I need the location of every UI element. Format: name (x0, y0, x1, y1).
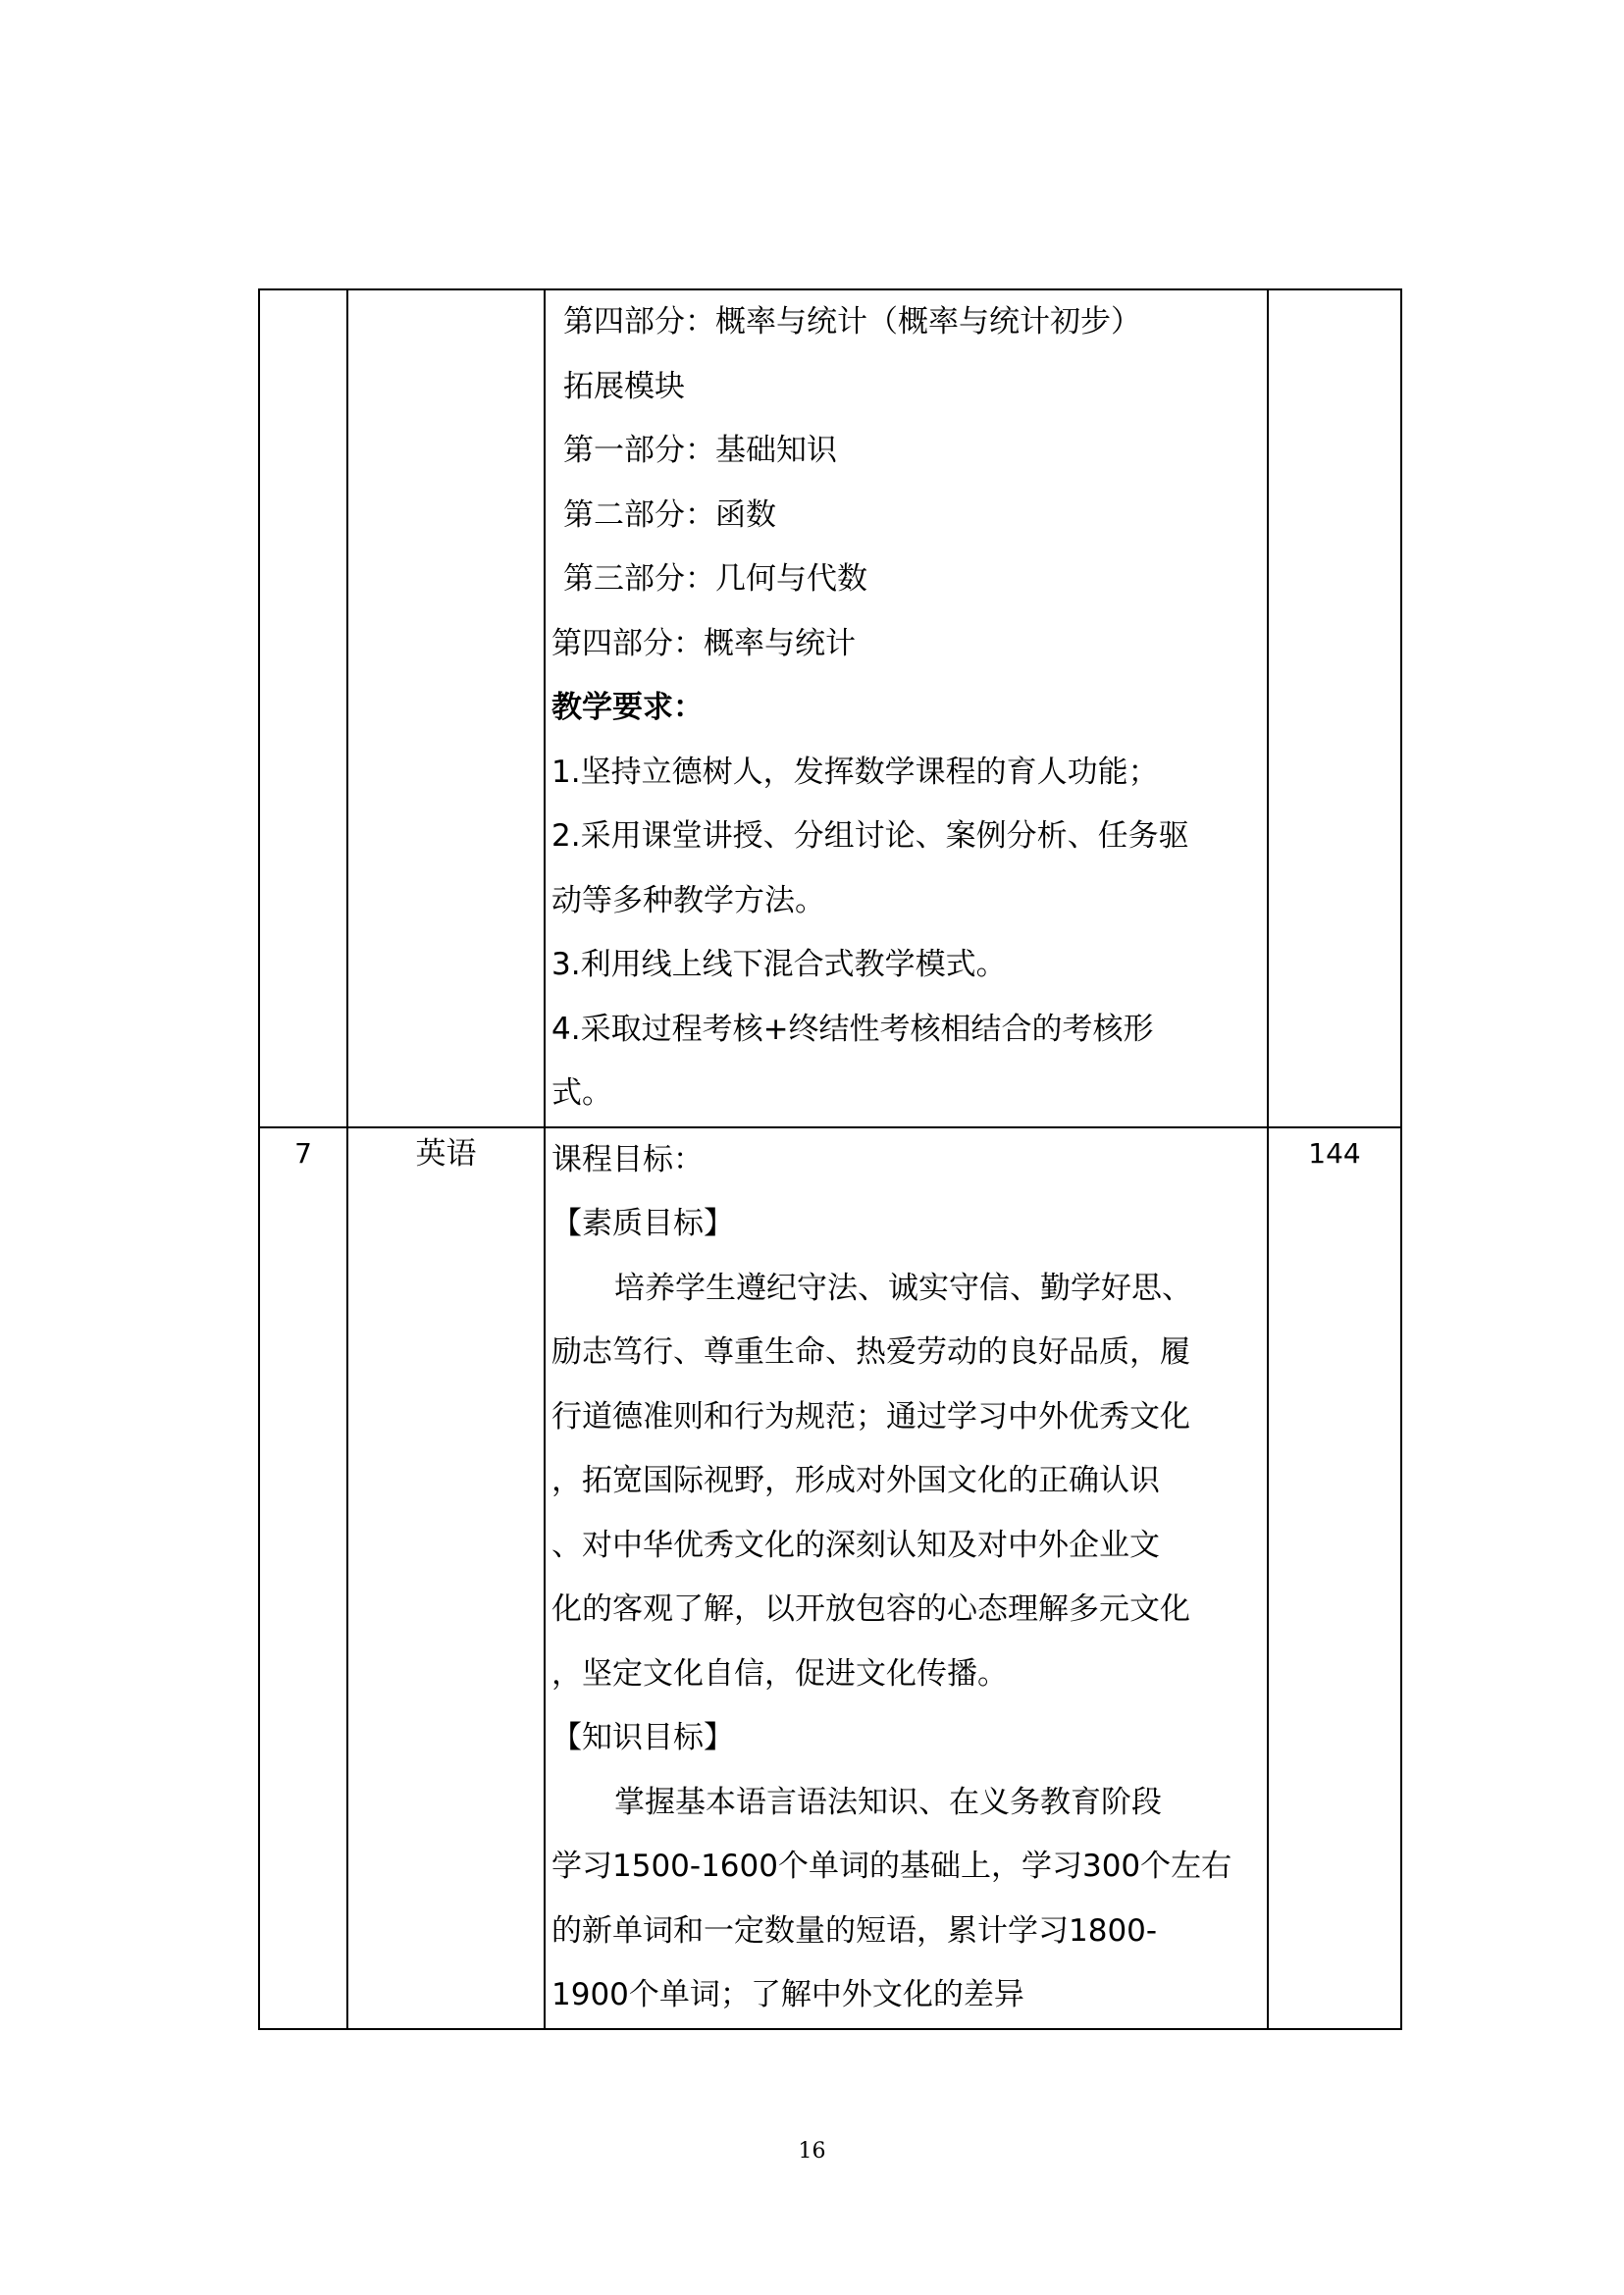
content-line: 1900个单词；了解中外文化的差异 (551, 1977, 1024, 2012)
content-line: 第三部分：几何与代数 (563, 561, 867, 597)
cell-hours-empty (1268, 289, 1401, 1127)
content-line: ，坚定文化自信，促进文化传播。 (551, 1655, 1008, 1692)
content-line: 式。 (551, 1075, 612, 1111)
content-line: 课程目标： (551, 1141, 704, 1177)
course-table (258, 288, 1402, 2030)
course-hours: 144 (1308, 1136, 1361, 1170)
content-line: ，拓宽国际视野，形成对外国文化的正确认识 (551, 1463, 1160, 1498)
cell-course-empty (347, 289, 545, 1127)
row-number: 7 (294, 1136, 312, 1170)
content-line: 4.采取过程考核+终结性考核相结合的考核形 (551, 1011, 1154, 1047)
content-line: 动等多种教学方法。 (551, 882, 825, 918)
content-line: 第一部分：基础知识 (563, 433, 837, 468)
content-line: 3.利用线上线下混合式教学模式。 (551, 947, 1007, 982)
content-line: 化的客观了解，以开放包容的心态理解多元文化 (551, 1591, 1190, 1627)
table-row-continued (259, 289, 1401, 1127)
page-number: 16 (798, 2139, 826, 2164)
content-line: 掌握基本语言语法知识、在义务教育阶段 (614, 1784, 1162, 1820)
section-heading: 【素质目标】 (551, 1206, 734, 1241)
cell-number (259, 1127, 347, 2029)
content-line: 行道德准则和行为规范；通过学习中外优秀文化 (551, 1398, 1190, 1434)
content-line: 第四部分：概率与统计（概率与统计初步） (563, 304, 1141, 339)
section-heading: 教学要求： (551, 690, 704, 725)
content-line: 、对中华优秀文化的深刻认知及对中外企业文 (551, 1527, 1160, 1563)
content-line: 第四部分：概率与统计 (551, 625, 856, 661)
cell-number-empty (259, 289, 347, 1127)
content-line: 的新单词和一定数量的短语，累计学习1800- (551, 1912, 1158, 1949)
cell-content-math-continued (545, 289, 1268, 1127)
content-line: 1.坚持立德树人，发挥数学课程的育人功能； (551, 754, 1159, 790)
content-line: 学习1500-1600个单词的基础上，学习300个左右 (551, 1849, 1232, 1884)
section-heading: 【知识目标】 (551, 1720, 734, 1755)
content-line: 2.采用课堂讲授、分组讨论、案例分析、任务驱 (551, 818, 1189, 854)
cell-hours (1268, 1127, 1401, 2029)
course-name: 英语 (415, 1135, 477, 1172)
cell-course-name (347, 1127, 545, 2029)
content-line: 励志笃行、尊重生命、热爱劳动的良好品质，履 (551, 1334, 1190, 1370)
content-line: 培养学生遵纪守法、诚实守信、勤学好思、 (614, 1270, 1192, 1306)
content-line: 拓展模块 (563, 368, 685, 404)
table-row-english (259, 1127, 1401, 2029)
content-line: 第二部分：函数 (563, 496, 776, 533)
cell-content-english (545, 1127, 1268, 2029)
